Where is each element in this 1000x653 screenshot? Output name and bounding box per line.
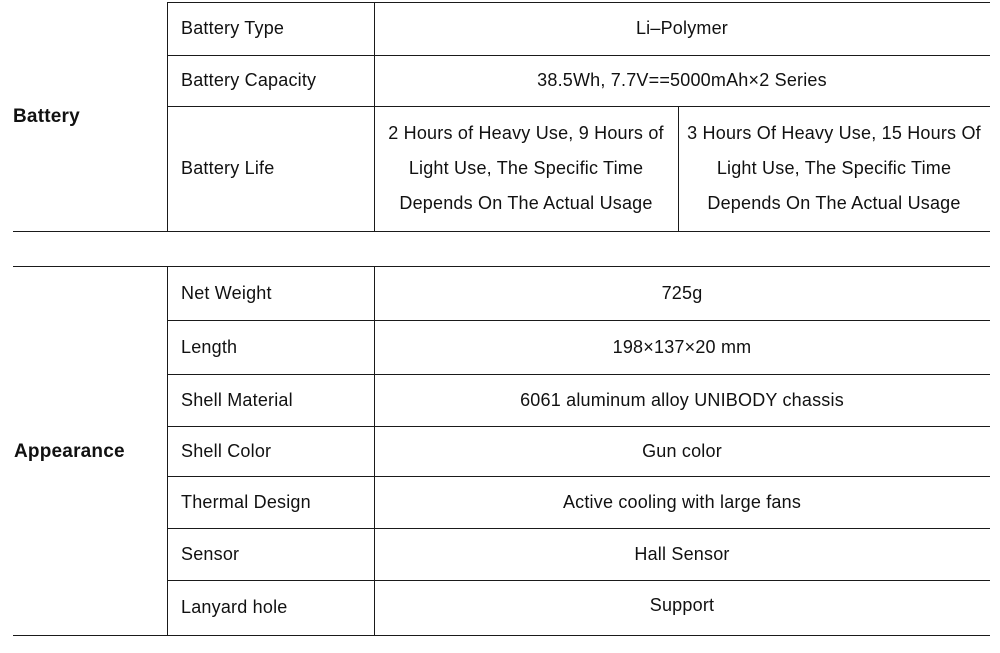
appearance-group-label: Appearance [14,440,125,462]
length-value: 198×137×20 mm [612,336,752,357]
sensor-label: Sensor [181,543,240,564]
battery-type-value: Li–Polymer [635,18,729,38]
lanyard-hole-label: Lanyard hole [181,597,288,617]
thermal-design-value: Active cooling with large fans [562,491,802,512]
shell-color-value: Gun color [642,440,722,461]
divider [13,635,990,636]
shell-color-label: Shell Color [181,440,272,461]
net-weight-label: Net Weight [181,282,272,303]
battery-capacity-label: Battery Capacity [181,70,317,90]
shell-material-value: 6061 aluminum alloy UNIBODY chassis [520,389,844,410]
net-weight-value: 725g [661,282,703,303]
divider [678,106,679,232]
battery-life-value-b: 3 Hours Of Heavy Use, 15 Hours Of Light Use, The Specific Time Depends On The Actual Usage [687,123,981,213]
battery-group-label: Battery [13,106,80,127]
length-label: Length [181,336,238,357]
sensor-value: Hall Sensor [634,543,730,564]
battery-life-label: Battery Life [181,158,275,178]
thermal-design-label: Thermal Design [181,491,311,512]
battery-type-label: Battery Type [181,18,285,38]
battery-life-value-a: 2 Hours of Heavy Use, 9 Hours of Light Use, The Specific Time Depends On The Actual Usage [388,123,664,213]
battery-capacity-value: 38.5Wh, 7.7V==5000mAh×2 Series [537,70,827,90]
lanyard-hole-value: Support [649,595,715,615]
shell-material-label: Shell Material [181,389,293,410]
divider [13,231,990,232]
